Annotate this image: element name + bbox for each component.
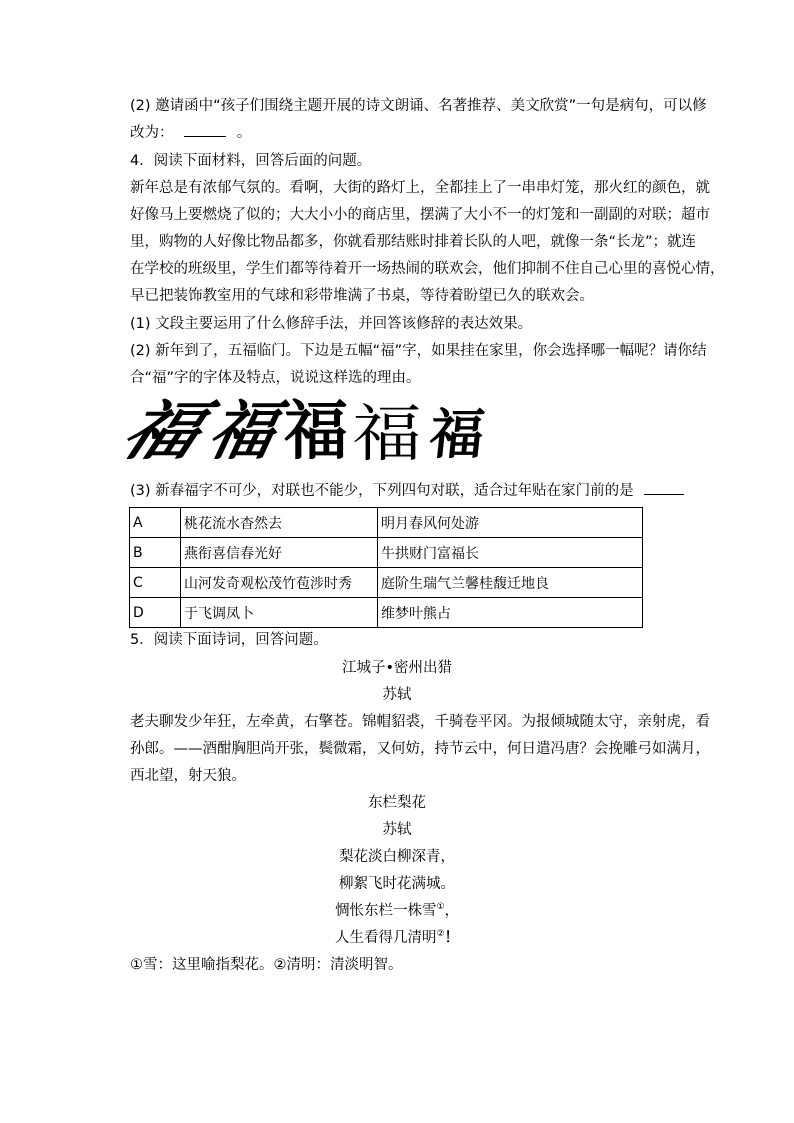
poem2-line-text: 人生看得几清明 xyxy=(334,930,437,946)
q-prev-line1: (2) 邀请函中“孩子们围绕主题开展的诗文朗诵、名著推荐、美文欣赏”一句是病句，可以修 xyxy=(130,98,707,114)
fu-cursive-2: 福 xyxy=(202,394,283,469)
q-prev-line2-text: 改为： xyxy=(130,125,174,141)
table-row xyxy=(130,598,643,628)
fu-cursive-1: 福 xyxy=(111,394,213,469)
q-prev-line2-end: 。 xyxy=(236,125,252,141)
poem2-line-end: ！ xyxy=(444,930,460,946)
poem2-line: 梨花淡白柳深青， xyxy=(339,849,455,865)
option-second-line: 牛拱财门富福长 xyxy=(378,538,643,568)
footnote-mark-1: ① xyxy=(436,902,445,913)
q4-passage-line: 里，购物的人好像比物品都多，你就看那结账时排着长队的人吧，就像一条“长龙”；就连 xyxy=(130,234,697,250)
q4-passage-line: 在学校的班级里，学生们都等待着开一场热闹的联欢会，他们抑制不住自己心里的喜悦心情， xyxy=(130,261,725,277)
q4-sub3-text: (3) 新春福字不可少，对联也不能少，下列四句对联，适合过年贴在家门前的是 xyxy=(130,483,634,499)
poem1-title: 江城子•密州出猎 xyxy=(341,660,453,676)
q4-sub2-line1: (2) 新年到了，五福临门。下边是五幅“福”字，如果挂在家里，你会选择哪一幅呢？请你结 xyxy=(130,343,707,359)
q4-passage-line: 早已把装饰教室用的气球和彩带堆满了书桌，等待着盼望已久的联欢会。 xyxy=(130,288,594,304)
footnotes: ①雪：这里喻指梨花。②清明：清淡明智。 xyxy=(130,957,403,973)
answer-blank xyxy=(644,494,684,495)
option-second-line: 庭阶生瑞气兰馨桂馥迁地良 xyxy=(378,568,643,598)
option-first-line: 山河发奇观松茂竹苞涉时秀 xyxy=(181,568,378,598)
poem2-line: 柳絮飞时花满城。 xyxy=(339,876,455,892)
option-key: C xyxy=(130,568,181,598)
option-second-line: 维梦叶熊占 xyxy=(378,598,643,628)
fu-characters-image xyxy=(111,394,494,472)
option-first-line: 于飞调凤卜 xyxy=(181,598,378,628)
option-first-line: 桃花流水杳然去 xyxy=(181,508,378,538)
poem1-line: 西北望，射天狼。 xyxy=(130,768,246,784)
q5-heading: 5．阅读下面诗词，回答问题。 xyxy=(130,632,328,648)
footnote-mark-2: ② xyxy=(436,929,445,940)
option-key: D xyxy=(130,598,181,628)
q4-sub1: (1) 文段主要运用了什么修辞手法，并回答该修辞的表达效果。 xyxy=(130,316,533,332)
poem1-author: 苏轼 xyxy=(382,687,412,703)
option-first-line: 燕衔喜信春光好 xyxy=(181,538,378,568)
q4-passage-line: 新年总是有浓郁气氛的。看啊，大街的路灯上，全都挂上了一串串灯笼，那火红的颜色，就 xyxy=(130,180,710,196)
q4-passage-line: 好像马上要燃烧了似的；大大小小的商店里，摆满了大小不一的灯笼和一副副的对联；超市 xyxy=(130,207,710,223)
table-row xyxy=(130,538,643,568)
q4-sub2-line2: 合“福”字的字体及特点，说说这样选的理由。 xyxy=(130,370,421,386)
poem2-author: 苏轼 xyxy=(382,822,412,838)
option-key: A xyxy=(130,508,181,538)
table-row xyxy=(130,568,643,598)
poem2-line-text: 惆怅东栏一株雪 xyxy=(334,903,437,919)
poem2-title: 东栏梨花 xyxy=(368,795,426,811)
table-row xyxy=(130,508,643,538)
fu-regular-3: 福 xyxy=(284,395,348,469)
poem1-line: 孙郎。——酒酣胸胆尚开张，鬓微霜，又何妨，持节云中，何日遣冯唐？会挽雕弓如满月， xyxy=(130,741,710,757)
fu-clerical-4: 福 xyxy=(352,397,422,470)
fu-running-5: 福 xyxy=(426,402,488,466)
q-prev-line2 xyxy=(130,123,251,143)
poem2-line-end: ， xyxy=(444,903,460,919)
answer-blank xyxy=(184,136,226,137)
poem1-line: 老夫聊发少年狂，左牵黄，右擎苍。锦帽貂裘，千骑卷平冈。为报倾城随太守，亲射虎，看 xyxy=(130,714,710,730)
option-second-line: 明月春风何处游 xyxy=(378,508,643,538)
option-key: B xyxy=(130,538,181,568)
poem2-line xyxy=(130,928,664,948)
q4-sub3 xyxy=(130,481,684,501)
couplet-options-table xyxy=(129,507,643,628)
poem2-line xyxy=(130,901,664,921)
q4-heading: 4．阅读下面材料，回答后面的问题。 xyxy=(130,153,372,169)
